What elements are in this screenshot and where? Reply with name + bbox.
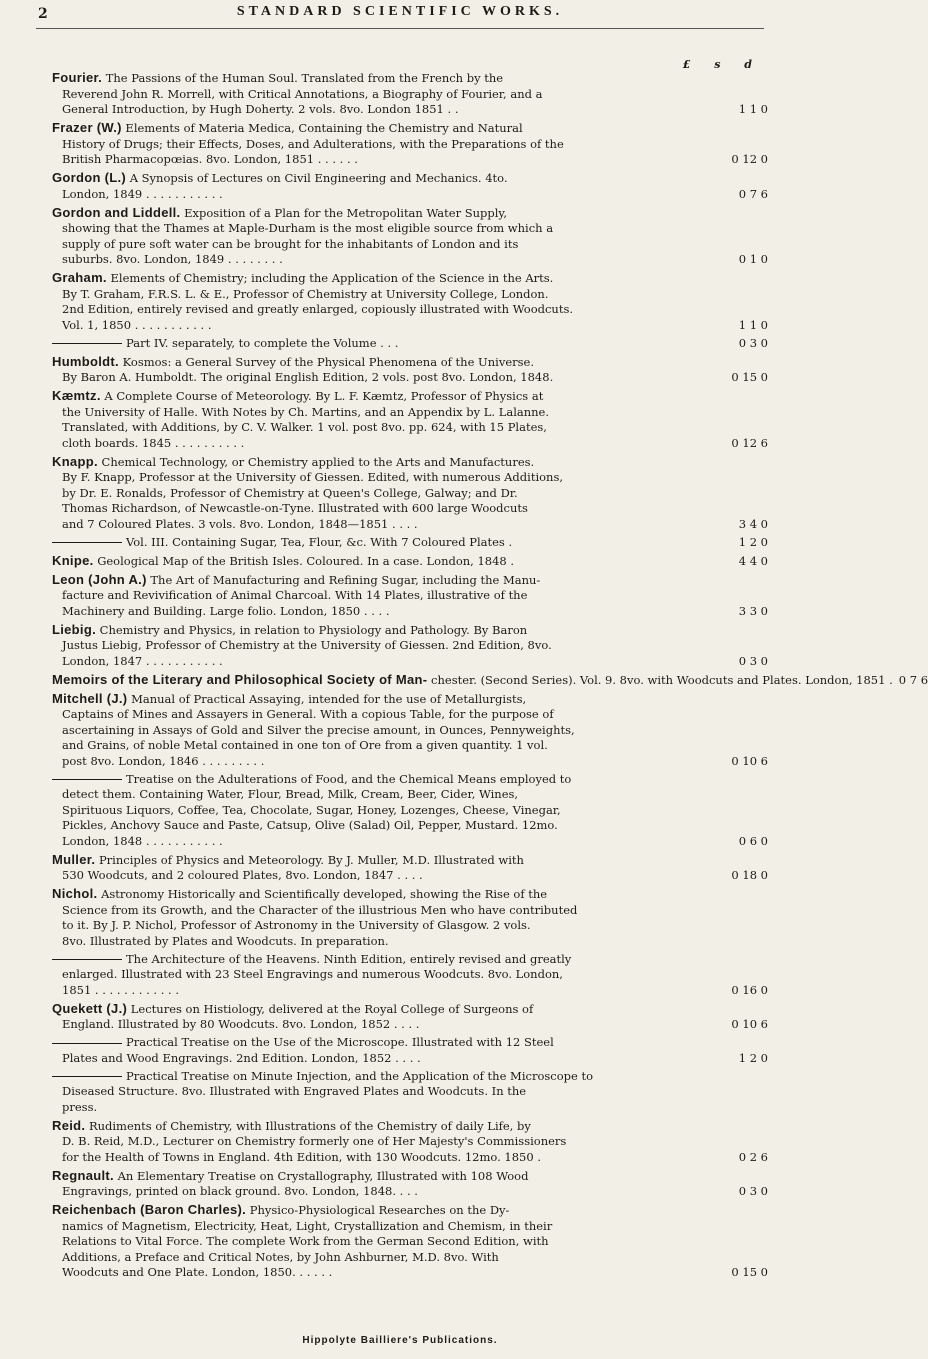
entry-line (52, 1234, 768, 1250)
entry-author: Liebig. (52, 621, 96, 637)
entry-text: Vol. 1, 1850 . . . . . . . . . . . (62, 317, 212, 332)
entry-line (52, 691, 768, 708)
entry-line (52, 1250, 768, 1266)
entry-text: Practical Treatise on the Use of the Microscope. Illustrated with 12 Steel (126, 1035, 554, 1049)
entry-line (52, 604, 768, 620)
catalogue-entry (52, 454, 768, 533)
catalogue-entry (52, 120, 768, 168)
entry-text: Machinery and Building. Large folio. London, 1850 . . . . (62, 603, 390, 618)
entry-price: 0 18 0 (731, 868, 768, 882)
entry-text: Elements of Chemistry; including the Application of the Science in the Arts. (110, 271, 554, 285)
catalogue-entry (52, 691, 768, 770)
entry-line (52, 1035, 768, 1051)
catalogue-entry (52, 270, 768, 333)
catalogue-entry (52, 205, 768, 268)
entry-author: Nichol. (52, 886, 98, 901)
entry-text: supply of pure soft water can be brought for the inhabitants of London and its (62, 236, 519, 251)
entry-price: 0 3 0 (738, 1184, 768, 1198)
entry-line (52, 87, 768, 103)
entry-line (52, 1017, 768, 1033)
entry-text: British Pharmacopœias. 8vo. London, 1851 . . . . . . (62, 152, 358, 166)
entry-line (52, 588, 768, 604)
entry-line (52, 572, 768, 589)
entry-line (52, 486, 768, 502)
entry-text: Lectures on Histiology, delivered at the Royal College of Surgeons of (130, 1001, 534, 1016)
entry-text: Physico-Physiological Researches on the Dy- (249, 1203, 510, 1217)
entry-line (52, 237, 768, 253)
entry-line (52, 302, 768, 318)
catalogue-entry (52, 572, 768, 620)
entry-line (52, 903, 768, 919)
entry-text: D. B. Reid, M.D., Lecturer on Chemistry formerly one of Her Majesty's Commissioners (62, 1134, 567, 1148)
entry-text: Treatise on the Adulterations of Food, and the Chemical Means employed to (126, 771, 572, 786)
catalogue-entry (52, 1069, 768, 1116)
entry-list (52, 70, 928, 1283)
entry-line (52, 120, 768, 137)
ditto-rule (52, 542, 122, 543)
entry-text: Woodcuts and One Plate. London, 1850. . . . . . (62, 1265, 333, 1279)
entry-text: A Complete Course of Meteorology. By L. F. Kæmtz, Professor of Physics at (104, 389, 544, 403)
entry-line (52, 1150, 768, 1166)
entry-text: By T. Graham, F.R.S. L. & E., Professor of Chemistry at University College, London. (62, 286, 549, 301)
entry-line (52, 1118, 768, 1135)
catalogue-entry (52, 1202, 768, 1281)
entry-text: Elements of Materia Medica, Containing the Chemistry and Natural (125, 121, 523, 135)
entry-price: 0 3 0 (738, 653, 768, 668)
entry-line (52, 1184, 768, 1200)
entry-line (52, 1168, 768, 1185)
entry-author: Graham. (52, 270, 107, 285)
entry-text: to it. By J. P. Nichol, Professor of Astronomy in the University of Glasgow. 2 vols. (62, 918, 531, 932)
entry-line (52, 152, 768, 168)
entry-line (52, 738, 768, 754)
entry-price: 0 12 6 (731, 435, 768, 450)
entry-price: 0 6 0 (738, 833, 768, 848)
entry-text: Geological Map of the British Isles. Coloured. In a case. London, 1848 . (97, 553, 515, 568)
entry-text: London, 1847 . . . . . . . . . . . (62, 653, 223, 668)
entry-line (52, 787, 768, 803)
entry-text: Part IV. separately, to complete the Volume . . . (126, 335, 399, 350)
entry-line (52, 654, 768, 670)
entry-text: post 8vo. London, 1846 . . . . . . . . . (62, 753, 265, 768)
entry-author: Reichenbach (Baron Charles). (52, 1202, 247, 1217)
entry-line (52, 818, 768, 834)
catalogue-entry (52, 336, 768, 352)
entry-line (52, 1001, 768, 1018)
entry-text: Pickles, Anchovy Sauce and Paste, Catsup, Olive (Salad) Oil, Pepper, Mustard. 12mo. (62, 818, 558, 832)
catalogue-entry (52, 1035, 768, 1066)
entry-text: showing that the Thames at Maple-Durham is the most eligible source from which a (62, 221, 554, 235)
header-rule (36, 28, 764, 29)
entry-line (52, 707, 768, 723)
entry-line (52, 553, 768, 570)
page-number: 2 (38, 6, 48, 22)
entry-line (52, 886, 768, 903)
entry-line (52, 1265, 768, 1281)
entry-price: 3 3 0 (738, 603, 768, 618)
entry-text: Rudiments of Chemistry, with Illustrations of the Chemistry of daily Life, by (88, 1118, 531, 1133)
entry-text: Practical Treatise on Minute Injection, and the Application of the Microscope to (126, 1068, 593, 1083)
entry-text: England. Illustrated by 80 Woodcuts. 8vo. London, 1852 . . . . (62, 1017, 420, 1031)
entry-line (52, 318, 768, 334)
entry-text: Chemical Technology, or Chemistry applied to the Arts and Manufactures. (101, 454, 535, 469)
entry-price: 1 1 0 (738, 102, 768, 116)
entry-line (52, 638, 768, 654)
entry-line (52, 934, 768, 950)
catalogue-entry (52, 535, 768, 551)
entry-author: Gordon (L.) (52, 170, 127, 185)
entry-line (52, 501, 768, 517)
entry-text: Chemistry and Physics, in relation to Physiology and Pathology. By Baron (99, 622, 528, 637)
entry-line (52, 388, 768, 405)
catalogue-entry (52, 772, 768, 850)
entry-line (52, 436, 768, 452)
entry-line (52, 754, 768, 770)
entry-text: The Art of Manufacturing and Refining Sugar, including the Manu- (150, 572, 541, 587)
entry-line (52, 354, 768, 371)
catalogue-entry (52, 1168, 768, 1200)
catalogue-entry (52, 170, 768, 202)
entry-text: The Passions of the Human Soul. Translated from the French by the (105, 71, 504, 85)
entry-text: Exposition of a Plan for the Metropolitan Water Supply, (184, 205, 508, 220)
entry-price: 0 10 6 (731, 753, 768, 768)
entry-price: 1 2 0 (738, 534, 768, 549)
entry-price: 1 1 0 (738, 317, 768, 332)
entry-line (52, 270, 768, 287)
entry-line (52, 252, 768, 268)
entry-text: Translated, with Additions, by C. V. Walker. 1 vol. post 8vo. pp. 624, with 15 Plates, (62, 420, 547, 434)
entry-line (52, 803, 768, 819)
entry-price: 0 15 0 (731, 370, 768, 384)
page-footer: Hippolyte Bailliere's Publications. (302, 1335, 498, 1346)
ditto-rule (52, 1076, 122, 1077)
ditto-rule (52, 1043, 122, 1044)
entry-author: Regnault. (52, 1167, 114, 1183)
entry-line (52, 535, 768, 551)
catalogue-entry (52, 70, 768, 118)
entry-text: Engravings, printed on black ground. 8vo. London, 1848. . . . (62, 1184, 418, 1198)
entry-text: Science from its Growth, and the Character of the illustrious Men who have contributed (62, 902, 578, 917)
entry-text: 1851 . . . . . . . . . . . . (62, 982, 179, 997)
entry-text: the University of Halle. With Notes by Ch. Martins, and an Appendix by L. Lalanne. (62, 404, 550, 419)
entry-price: 3 4 0 (738, 516, 768, 531)
entry-author: Frazer (W.) (52, 120, 122, 135)
entry-author: Humboldt. (52, 353, 119, 369)
currency-heading: £ s d (682, 58, 762, 71)
entry-line (52, 370, 768, 386)
entry-author: Reid. (52, 1117, 86, 1133)
entry-line (52, 967, 768, 983)
entry-text: namics of Magnetism, Electricity, Heat, Light, Crystallization and Chemism, in their (62, 1218, 553, 1233)
entry-text: and 7 Coloured Plates. 3 vols. 8vo. London, 1848—1851 . . . . (62, 516, 418, 531)
entry-text: Relations to Vital Force. The complete Work from the German Second Edition, with (62, 1234, 549, 1248)
entry-line (52, 1134, 768, 1150)
entry-price: 0 7 6 (898, 672, 928, 687)
entry-text: Plates and Wood Engravings. 2nd Edition. London, 1852 . . . . (62, 1050, 421, 1065)
entry-line (52, 1084, 768, 1100)
entry-text: By Baron A. Humboldt. The original English Edition, 2 vols. post 8vo. London, 1848. (62, 370, 554, 384)
entry-line (52, 287, 768, 303)
entry-line (52, 187, 768, 203)
entry-text: General Introduction, by Hugh Doherty. 2 vols. 8vo. London 1851 . . (62, 102, 459, 116)
entry-line (52, 852, 768, 869)
entry-text: for the Health of Towns in England. 4th Edition, with 130 Woodcuts. 12mo. 1850 . (62, 1149, 541, 1164)
entry-text: detect them. Containing Water, Flour, Bread, Milk, Cream, Beer, Cider, Wines, (62, 787, 519, 801)
entry-line (52, 70, 768, 87)
entry-text: An Elementary Treatise on Crystallography, Illustrated with 108 Wood (117, 1168, 529, 1183)
entry-line (52, 454, 768, 471)
ditto-rule (52, 959, 122, 960)
entry-author: Knapp. (52, 453, 98, 469)
catalogue-entry (52, 1001, 768, 1033)
entry-text: ascertaining in Assays of Gold and Silver the precise amount, in Ounces, Pennyweights, (62, 722, 575, 737)
entry-text: Vol. III. Containing Sugar, Tea, Flour, &c. With 7 Coloured Plates . (126, 534, 513, 549)
entry-line (52, 834, 768, 850)
entry-text: The Architecture of the Heavens. Ninth Edition, entirely revised and greatly (126, 951, 572, 966)
entry-line (52, 1069, 768, 1085)
catalogue-entry (52, 671, 928, 689)
entry-line (52, 952, 768, 968)
entry-text: Manual of Practical Assaying, intended for the use of Metallurgists, (131, 691, 527, 706)
catalogue-entry (52, 886, 768, 949)
entry-text: enlarged. Illustrated with 23 Steel Engravings and numerous Woodcuts. 8vo. London, (62, 967, 563, 981)
entry-line (52, 517, 768, 533)
entry-line (52, 1202, 768, 1219)
catalogue-entry (52, 1118, 768, 1166)
entry-price: 0 1 0 (738, 252, 768, 266)
entry-line (52, 723, 768, 739)
entry-line (52, 102, 768, 118)
entry-line (52, 983, 768, 999)
entry-line (52, 170, 768, 187)
entry-line (52, 868, 768, 884)
catalogue-entry (52, 388, 768, 451)
entry-author: Quekett (J.) (52, 1000, 128, 1016)
entry-text: Additions, a Preface and Critical Notes, by John Ashburner, M.D. 8vo. With (62, 1249, 499, 1264)
entry-line (52, 1219, 768, 1235)
entry-price: 0 10 6 (731, 1017, 768, 1031)
entry-text: 2nd Edition, entirely revised and greatly enlarged, copiously illustrated with Woodcuts. (62, 302, 574, 316)
entry-author: Fourier. (52, 70, 103, 85)
entry-text: History of Drugs; their Effects, Doses, and Adulterations, with the Preparations of the (62, 136, 564, 151)
entry-text: Reverend John R. Morrell, with Critical Annotations, a Biography of Fourier, and a (62, 86, 543, 101)
entry-line (52, 1100, 768, 1116)
entry-line (52, 420, 768, 436)
entry-author: Memoirs of the Literary and Philosophical Society of Man- (52, 671, 428, 687)
entry-author: Mitchell (J.) (52, 690, 128, 706)
entry-text: by Dr. E. Ronalds, Professor of Chemistry at Queen's College, Galway; and Dr. (62, 485, 518, 500)
entry-line (52, 622, 768, 639)
ditto-rule (52, 343, 122, 344)
entry-author: Leon (John A.) (52, 571, 147, 587)
catalogue-entry (52, 354, 768, 386)
entry-price: 4 4 0 (738, 553, 768, 568)
entry-text: facture and Revivification of Animal Charcoal. With 14 Plates, illustrative of the (62, 588, 528, 602)
entry-author: Knipe. (52, 552, 94, 568)
entry-text: A Synopsis of Lectures on Civil Engineering and Mechanics. 4to. (129, 171, 508, 185)
entry-text: cloth boards. 1845 . . . . . . . . . . (62, 435, 245, 450)
entry-text: and Grains, of noble Metal contained in one ton of Ore from a given quantity. 1 vol. (62, 738, 548, 752)
entry-price: 0 3 0 (738, 335, 768, 350)
entry-author: Muller. (52, 851, 96, 867)
entry-price: 0 12 0 (731, 152, 768, 166)
entry-text: Diseased Structure. 8vo. Illustrated with Engraved Plates and Woodcuts. In the (62, 1084, 527, 1098)
entry-price: 0 15 0 (731, 1265, 768, 1279)
page-header: STANDARD SCIENTIFIC WORKS. (236, 4, 564, 19)
entry-line (52, 671, 928, 689)
entry-line (52, 772, 768, 788)
catalogue-entry (52, 952, 768, 999)
entry-price: 0 16 0 (731, 982, 768, 997)
entry-line (52, 137, 768, 153)
entry-text: Astronomy Historically and Scientifically developed, showing the Rise of the (101, 887, 548, 901)
entry-author: Kæmtz. (52, 388, 101, 403)
entry-line (52, 470, 768, 486)
entry-price: 0 2 6 (738, 1149, 768, 1164)
entry-text: Captains of Mines and Assayers in General. With a copious Table, for the purpose of (62, 707, 554, 721)
entry-line (52, 221, 768, 237)
entry-text: press. (62, 1099, 98, 1114)
entry-text: Justus Liebig, Professor of Chemistry at the University of Giessen. 2nd Edition, 8vo. (62, 638, 552, 652)
ditto-rule (52, 779, 122, 780)
entry-text: Spirituous Liquors, Coffee, Tea, Chocolate, Sugar, Honey, Lozenges, Cheese, Vinegar, (62, 802, 561, 817)
entry-line (52, 205, 768, 222)
catalogue-entry (52, 622, 768, 670)
entry-author: Gordon and Liddell. (52, 204, 181, 220)
entry-text: London, 1849 . . . . . . . . . . . (62, 186, 223, 201)
entry-price: 1 2 0 (738, 1050, 768, 1065)
entry-text: suburbs. 8vo. London, 1849 . . . . . . . . (62, 252, 283, 266)
entry-text: By F. Knapp, Professor at the University of Giessen. Edited, with numerous Additions, (62, 470, 564, 484)
entry-text: chester. (Second Series). Vol. 9. 8vo. with Woodcuts and Plates. London, 1851 . (431, 672, 893, 687)
entry-text: London, 1848 . . . . . . . . . . . (62, 833, 223, 848)
entry-line (52, 918, 768, 934)
entry-line (52, 1051, 768, 1067)
entry-line (52, 336, 768, 352)
catalogue-entry (52, 852, 768, 884)
entry-text: 530 Woodcuts, and 2 coloured Plates, 8vo. London, 1847 . . . . (62, 868, 423, 882)
entry-text: 8vo. Illustrated by Plates and Woodcuts. In preparation. (62, 933, 389, 948)
entry-text: Principles of Physics and Meteorology. By J. Muller, M.D. Illustrated with (98, 852, 524, 867)
entry-line (52, 405, 768, 421)
entry-text: Kosmos: a General Survey of the Physical Phenomena of the Universe. (122, 354, 534, 369)
catalogue-entry (52, 553, 768, 570)
entry-price: 0 7 6 (738, 186, 768, 201)
entry-text: Thomas Richardson, of Newcastle-on-Tyne. Illustrated with 600 large Woodcuts (62, 501, 528, 515)
